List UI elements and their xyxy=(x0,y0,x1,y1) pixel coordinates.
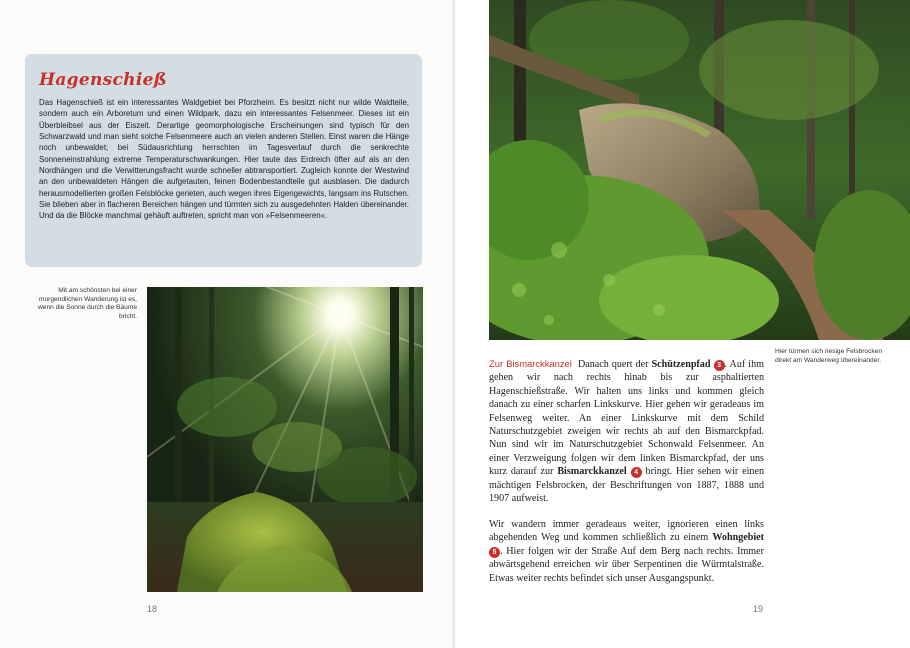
photo-caption-left: Mit am schönsten bei einer morgendlichen Wanderung ist es, wenn die Sonne durch die Bäume bricht. xyxy=(38,287,137,320)
text-run: . Hier folgen wir der Straße Auf dem Berg nach rechts. Immer abwärtsgehend erreichen wir über Serpentinen die Würmtalstraße. Etwas weiter rechts befindet sich unser Ausgangspunkt. xyxy=(489,545,764,584)
section-label: Zur Bismarckkanzel xyxy=(489,358,572,369)
page-number-left: 18 xyxy=(147,604,158,614)
waypoint-marker-4: 4 xyxy=(631,467,642,478)
info-box-title: Hagenschieß xyxy=(39,70,167,90)
route-paragraph-1 xyxy=(489,357,764,505)
waypoint-bismarckkanzel: Bismarckkanzel xyxy=(557,466,627,478)
info-box xyxy=(25,54,422,267)
forest-sunburst-photo xyxy=(147,287,423,592)
info-box-text: Das Hagenschieß ist ein interessantes Waldgebiet bei Pforzheim. Es besitzt nicht nur wilde Waldteile, sondern auch ein Arboretum und einen Wildpark, dazu ein interessantes Felsenmeer. Dieses ist ein Überbleibsel aus der Eiszeit. Derartige geomorphologische Erscheinungen sind typisch für den Schwarzwald und man sieht solche Felsenmeere auch an vielen anderen Stellen. Einst waren die Hänge noch unbewaldet; bei Südausrichtung herrschten im Tagesverlauf durch die senkrechte Sonneneinstrahlung extreme Temperaturschwankungen. Hier taute das Erdreich öfter auf als an den Nordhängen und die Verwitterungsfracht wurde schneller abtransportiert. Zugleich konnte der Westwind an den unbewaldeten Hängen die aufgetauten, feinen Bodenbestandteile gut ausblasen. Die dadurch herausmodellierten großen Felsblöcke gerieten, auch wegen ihres Eigengewichts, langsam ins Rutschen. Sie blieben aber in flacheren Bereichen hängen und türmten sich zu ausgedehnten Halden übereinander. Und da die Blöcke manchmal gehäuft auftreten, spricht man von »Felsenmeeren«. xyxy=(39,98,409,221)
photo-caption-right: Hier türmen sich riesige Felsbrocken direkt am Wanderweg übereinander. xyxy=(775,348,883,364)
waypoint-schuetzenpfad: Schützenpfad xyxy=(651,359,711,370)
forest-trail-photo xyxy=(489,0,910,340)
waypoint-marker-3: 3 xyxy=(714,360,725,371)
waypoint-marker-5: 5 xyxy=(489,547,500,558)
text-run: . Auf ihm gehen wir nach rechts hinab bis zur asphaltierten Hagenschießstraße. Wir halten uns links und kommen gleich danach zu einer scharfen Linkskurve. Hier gehen wir geradeaus im Felsenweg weiter. An einer Linkskurve mit dem Schild Naturschutzgebiet zweigen wir rechts ab auf den Bismarckpfad. Nun sind wir im Naturschutzgebiet Schonwald Felsenmeer. An einer Verzweigung folgen wir dem linken Bismarckpfad, der uns kurz darauf zur xyxy=(489,359,764,478)
route-paragraph-2 xyxy=(489,518,764,585)
text-run: Danach quert der xyxy=(577,359,652,370)
waypoint-wohngebiet: Wohngebiet xyxy=(712,532,764,544)
text-run: bringt. Hier sehen wir einen mächtigen Felsbrocken, der Beschriftungen von 1887, 1888 und 1907 aufweist. xyxy=(489,466,765,505)
page-number-right: 19 xyxy=(753,604,764,614)
text-run: Wir wandern immer geradeaus weiter, ignorieren einen links abgehenden Weg und kommen schließlich zu einem xyxy=(489,519,764,544)
